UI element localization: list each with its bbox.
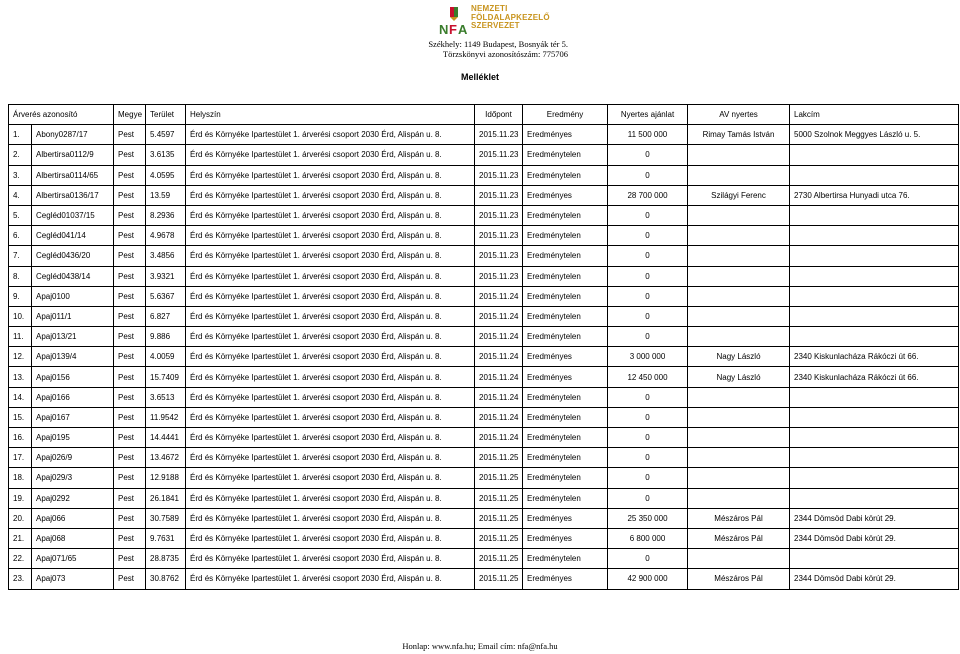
nfa-emblem-icon xyxy=(438,4,470,38)
result-cell: Eredménytelen xyxy=(523,387,608,407)
date-cell: 2015.11.23 xyxy=(475,266,523,286)
result-cell: Eredménytelen xyxy=(523,145,608,165)
venue-cell: Érd és Környéke Ipartestület 1. árverési csoport 2030 Érd, Alispán u. 8. xyxy=(186,185,475,205)
logo-line: SZERVEZET xyxy=(471,21,520,30)
address-cell xyxy=(790,407,959,427)
county-cell: Pest xyxy=(114,205,146,225)
venue-cell: Érd és Környéke Ipartestület 1. árverési csoport 2030 Érd, Alispán u. 8. xyxy=(186,145,475,165)
winning-bid-cell: 25 350 000 xyxy=(608,508,688,528)
area-cell: 8.2936 xyxy=(146,205,186,225)
column-header: Időpont xyxy=(475,105,523,125)
result-cell: Eredménytelen xyxy=(523,468,608,488)
result-cell: Eredménytelen xyxy=(523,327,608,347)
venue-cell: Érd és Környéke Ipartestület 1. árverési csoport 2030 Érd, Alispán u. 8. xyxy=(186,367,475,387)
area-cell: 3.9321 xyxy=(146,266,186,286)
winning-bid-cell: 0 xyxy=(608,286,688,306)
result-cell: Eredményes xyxy=(523,528,608,548)
date-cell: 2015.11.25 xyxy=(475,448,523,468)
table-row xyxy=(9,428,959,448)
address-cell: 2344 Dömsöd Dabi körút 29. xyxy=(790,569,959,589)
winner-cell xyxy=(688,549,790,569)
winning-bid-cell: 42 900 000 xyxy=(608,569,688,589)
address-cell xyxy=(790,306,959,326)
auction-id-cell: Cegléd01037/15 xyxy=(32,205,114,225)
auction-id-cell: Apaj071/65 xyxy=(32,549,114,569)
area-cell: 3.6135 xyxy=(146,145,186,165)
winner-cell: Szilágyi Ferenc xyxy=(688,185,790,205)
county-cell: Pest xyxy=(114,528,146,548)
winning-bid-cell: 0 xyxy=(608,488,688,508)
result-cell: Eredménytelen xyxy=(523,448,608,468)
org-address: Székhely: 1149 Budapest, Bosnyák tér 5. xyxy=(428,39,568,49)
date-cell: 2015.11.23 xyxy=(475,145,523,165)
venue-cell: Érd és Környéke Ipartestület 1. árverési csoport 2030 Érd, Alispán u. 8. xyxy=(186,468,475,488)
date-cell: 2015.11.25 xyxy=(475,488,523,508)
table-row xyxy=(9,306,959,326)
row-number-cell: 14. xyxy=(9,387,32,407)
row-number-cell: 2. xyxy=(9,145,32,165)
winning-bid-cell: 0 xyxy=(608,387,688,407)
winner-cell xyxy=(688,306,790,326)
winner-cell: Nagy László xyxy=(688,347,790,367)
auction-id-cell: Albertirsa0136/17 xyxy=(32,185,114,205)
date-cell: 2015.11.25 xyxy=(475,528,523,548)
date-cell: 2015.11.23 xyxy=(475,226,523,246)
svg-text:N: N xyxy=(439,22,449,37)
venue-cell: Érd és Környéke Ipartestület 1. árverési csoport 2030 Érd, Alispán u. 8. xyxy=(186,569,475,589)
address-cell xyxy=(790,448,959,468)
venue-cell: Érd és Környéke Ipartestület 1. árverési csoport 2030 Érd, Alispán u. 8. xyxy=(186,549,475,569)
venue-cell: Érd és Környéke Ipartestület 1. árverési csoport 2030 Érd, Alispán u. 8. xyxy=(186,246,475,266)
winner-cell xyxy=(688,226,790,246)
area-cell: 6.827 xyxy=(146,306,186,326)
logo-line: NEMZETI xyxy=(471,4,508,13)
table-row xyxy=(9,327,959,347)
address-cell xyxy=(790,488,959,508)
winning-bid-cell: 3 000 000 xyxy=(608,347,688,367)
result-cell: Eredménytelen xyxy=(523,165,608,185)
result-cell: Eredménytelen xyxy=(523,266,608,286)
table-row xyxy=(9,246,959,266)
address-cell xyxy=(790,327,959,347)
area-cell: 13.4672 xyxy=(146,448,186,468)
venue-cell: Érd és Környéke Ipartestület 1. árverési csoport 2030 Érd, Alispán u. 8. xyxy=(186,428,475,448)
winning-bid-cell: 0 xyxy=(608,266,688,286)
venue-cell: Érd és Környéke Ipartestület 1. árverési csoport 2030 Érd, Alispán u. 8. xyxy=(186,488,475,508)
date-cell: 2015.11.25 xyxy=(475,549,523,569)
date-cell: 2015.11.25 xyxy=(475,468,523,488)
table-row xyxy=(9,569,959,589)
auction-id-cell: Cegléd0436/20 xyxy=(32,246,114,266)
row-number-cell: 12. xyxy=(9,347,32,367)
table-row xyxy=(9,448,959,468)
row-number-cell: 7. xyxy=(9,246,32,266)
venue-cell: Érd és Környéke Ipartestület 1. árverési csoport 2030 Érd, Alispán u. 8. xyxy=(186,266,475,286)
table-row xyxy=(9,205,959,225)
date-cell: 2015.11.24 xyxy=(475,286,523,306)
address-cell xyxy=(790,246,959,266)
winning-bid-cell: 0 xyxy=(608,448,688,468)
address-cell: 5000 Szolnok Meggyes László u. 5. xyxy=(790,125,959,145)
result-cell: Eredményes xyxy=(523,569,608,589)
county-cell: Pest xyxy=(114,125,146,145)
table-row xyxy=(9,528,959,548)
date-cell: 2015.11.24 xyxy=(475,387,523,407)
result-cell: Eredményes xyxy=(523,185,608,205)
auction-results-table xyxy=(8,104,959,590)
area-cell: 9.7631 xyxy=(146,528,186,548)
auction-id-cell: Apaj073 xyxy=(32,569,114,589)
svg-text:A: A xyxy=(458,22,468,37)
result-cell: Eredményes xyxy=(523,508,608,528)
logo-line: FÖLDALAPKEZELŐ xyxy=(471,12,550,22)
result-cell: Eredménytelen xyxy=(523,488,608,508)
address-cell xyxy=(790,266,959,286)
row-number-cell: 23. xyxy=(9,569,32,589)
county-cell: Pest xyxy=(114,286,146,306)
result-cell: Eredménytelen xyxy=(523,205,608,225)
winner-cell: Mészáros Pál xyxy=(688,528,790,548)
date-cell: 2015.11.24 xyxy=(475,306,523,326)
area-cell: 5.4597 xyxy=(146,125,186,145)
result-cell: Eredményes xyxy=(523,347,608,367)
county-cell: Pest xyxy=(114,347,146,367)
winning-bid-cell: 0 xyxy=(608,549,688,569)
winning-bid-cell: 0 xyxy=(608,205,688,225)
date-cell: 2015.11.24 xyxy=(475,428,523,448)
county-cell: Pest xyxy=(114,185,146,205)
county-cell: Pest xyxy=(114,367,146,387)
county-cell: Pest xyxy=(114,226,146,246)
row-number-cell: 16. xyxy=(9,428,32,448)
winning-bid-cell: 0 xyxy=(608,407,688,427)
area-cell: 4.0595 xyxy=(146,165,186,185)
county-cell: Pest xyxy=(114,488,146,508)
venue-cell: Érd és Környéke Ipartestület 1. árverési csoport 2030 Érd, Alispán u. 8. xyxy=(186,306,475,326)
table-row xyxy=(9,407,959,427)
winning-bid-cell: 0 xyxy=(608,327,688,347)
table-header-row xyxy=(9,105,959,125)
winner-cell: Mészáros Pál xyxy=(688,508,790,528)
winner-cell xyxy=(688,286,790,306)
row-number-cell: 15. xyxy=(9,407,32,427)
row-number-cell: 19. xyxy=(9,488,32,508)
date-cell: 2015.11.24 xyxy=(475,347,523,367)
result-cell: Eredményes xyxy=(523,367,608,387)
venue-cell: Érd és Környéke Ipartestület 1. árverési csoport 2030 Érd, Alispán u. 8. xyxy=(186,125,475,145)
auction-id-cell: Apaj013/21 xyxy=(32,327,114,347)
page-footer: Honlap: www.nfa.hu; Email cím: nfa@nfa.hu xyxy=(402,641,558,651)
winner-cell xyxy=(688,407,790,427)
org-header xyxy=(428,40,568,59)
table-row xyxy=(9,266,959,286)
table-row xyxy=(9,387,959,407)
address-cell xyxy=(790,145,959,165)
auction-id-cell: Cegléd0438/14 xyxy=(32,266,114,286)
area-cell: 3.6513 xyxy=(146,387,186,407)
address-cell xyxy=(790,428,959,448)
date-cell: 2015.11.24 xyxy=(475,407,523,427)
row-number-cell: 10. xyxy=(9,306,32,326)
county-cell: Pest xyxy=(114,448,146,468)
address-cell: 2344 Dömsöd Dabi körút 29. xyxy=(790,528,959,548)
row-number-cell: 18. xyxy=(9,468,32,488)
area-cell: 5.6367 xyxy=(146,286,186,306)
address-cell: 2340 Kiskunlacháza Rákóczi út 66. xyxy=(790,347,959,367)
address-cell: 2730 Albertirsa Hunyadi utca 76. xyxy=(790,185,959,205)
row-number-cell: 3. xyxy=(9,165,32,185)
result-cell: Eredménytelen xyxy=(523,306,608,326)
date-cell: 2015.11.23 xyxy=(475,246,523,266)
date-cell: 2015.11.23 xyxy=(475,165,523,185)
date-cell: 2015.11.25 xyxy=(475,569,523,589)
venue-cell: Érd és Környéke Ipartestület 1. árverési csoport 2030 Érd, Alispán u. 8. xyxy=(186,165,475,185)
column-header: Eredmény xyxy=(523,105,608,125)
column-header: Helyszín xyxy=(186,105,475,125)
table-row xyxy=(9,549,959,569)
nfa-logo xyxy=(438,4,568,38)
venue-cell: Érd és Környéke Ipartestület 1. árverési csoport 2030 Érd, Alispán u. 8. xyxy=(186,528,475,548)
date-cell: 2015.11.23 xyxy=(475,125,523,145)
logo-wordmark xyxy=(471,5,550,31)
result-cell: Eredménytelen xyxy=(523,428,608,448)
table-row xyxy=(9,165,959,185)
auction-id-cell: Apaj0166 xyxy=(32,387,114,407)
table-row xyxy=(9,347,959,367)
winner-cell xyxy=(688,165,790,185)
venue-cell: Érd és Környéke Ipartestület 1. árverési csoport 2030 Érd, Alispán u. 8. xyxy=(186,286,475,306)
venue-cell: Érd és Környéke Ipartestület 1. árverési csoport 2030 Érd, Alispán u. 8. xyxy=(186,387,475,407)
winner-cell: Rimay Tamás István xyxy=(688,125,790,145)
row-number-cell: 21. xyxy=(9,528,32,548)
venue-cell: Érd és Környéke Ipartestület 1. árverési csoport 2030 Érd, Alispán u. 8. xyxy=(186,508,475,528)
result-cell: Eredménytelen xyxy=(523,226,608,246)
auction-id-cell: Apaj011/1 xyxy=(32,306,114,326)
column-header: Árverés azonosító xyxy=(9,105,114,125)
address-cell: 2340 Kiskunlacháza Rákóczi út 66. xyxy=(790,367,959,387)
winning-bid-cell: 0 xyxy=(608,306,688,326)
auction-id-cell: Apaj068 xyxy=(32,528,114,548)
winner-cell xyxy=(688,488,790,508)
winning-bid-cell: 0 xyxy=(608,165,688,185)
winning-bid-cell: 0 xyxy=(608,246,688,266)
address-cell xyxy=(790,468,959,488)
address-cell xyxy=(790,226,959,246)
venue-cell: Érd és Környéke Ipartestület 1. árverési csoport 2030 Érd, Alispán u. 8. xyxy=(186,226,475,246)
address-cell xyxy=(790,205,959,225)
auction-id-cell: Apaj0156 xyxy=(32,367,114,387)
winner-cell xyxy=(688,428,790,448)
winner-cell xyxy=(688,387,790,407)
row-number-cell: 4. xyxy=(9,185,32,205)
county-cell: Pest xyxy=(114,508,146,528)
auction-id-cell: Apaj026/9 xyxy=(32,448,114,468)
date-cell: 2015.11.24 xyxy=(475,367,523,387)
venue-cell: Érd és Környéke Ipartestület 1. árverési csoport 2030 Érd, Alispán u. 8. xyxy=(186,407,475,427)
winner-cell: Mészáros Pál xyxy=(688,569,790,589)
auction-id-cell: Albertirsa0114/65 xyxy=(32,165,114,185)
winner-cell xyxy=(688,327,790,347)
result-cell: Eredménytelen xyxy=(523,549,608,569)
result-cell: Eredménytelen xyxy=(523,407,608,427)
result-cell: Eredménytelen xyxy=(523,286,608,306)
winner-cell xyxy=(688,468,790,488)
area-cell: 4.0059 xyxy=(146,347,186,367)
table-row xyxy=(9,367,959,387)
area-cell: 26.1841 xyxy=(146,488,186,508)
winning-bid-cell: 12 450 000 xyxy=(608,367,688,387)
area-cell: 9.886 xyxy=(146,327,186,347)
auction-id-cell: Cegléd041/14 xyxy=(32,226,114,246)
winner-cell xyxy=(688,266,790,286)
area-cell: 11.9542 xyxy=(146,407,186,427)
date-cell: 2015.11.25 xyxy=(475,508,523,528)
area-cell: 13.59 xyxy=(146,185,186,205)
area-cell: 15.7409 xyxy=(146,367,186,387)
area-cell: 12.9188 xyxy=(146,468,186,488)
column-header: AV nyertes xyxy=(688,105,790,125)
result-cell: Eredménytelen xyxy=(523,246,608,266)
row-number-cell: 22. xyxy=(9,549,32,569)
winning-bid-cell: 6 800 000 xyxy=(608,528,688,548)
auction-id-cell: Albertirsa0112/9 xyxy=(32,145,114,165)
area-cell: 30.8762 xyxy=(146,569,186,589)
table-row xyxy=(9,125,959,145)
county-cell: Pest xyxy=(114,266,146,286)
area-cell: 30.7589 xyxy=(146,508,186,528)
row-number-cell: 20. xyxy=(9,508,32,528)
winner-cell xyxy=(688,246,790,266)
auction-id-cell: Abony0287/17 xyxy=(32,125,114,145)
area-cell: 28.8735 xyxy=(146,549,186,569)
venue-cell: Érd és Környéke Ipartestület 1. árverési csoport 2030 Érd, Alispán u. 8. xyxy=(186,327,475,347)
date-cell: 2015.11.24 xyxy=(475,327,523,347)
column-header: Megye xyxy=(114,105,146,125)
auction-id-cell: Apaj0292 xyxy=(32,488,114,508)
result-cell: Eredményes xyxy=(523,125,608,145)
venue-cell: Érd és Környéke Ipartestület 1. árverési csoport 2030 Érd, Alispán u. 8. xyxy=(186,205,475,225)
winning-bid-cell: 28 700 000 xyxy=(608,185,688,205)
county-cell: Pest xyxy=(114,246,146,266)
address-cell: 2344 Dömsöd Dabi körút 29. xyxy=(790,508,959,528)
row-number-cell: 11. xyxy=(9,327,32,347)
row-number-cell: 5. xyxy=(9,205,32,225)
auction-id-cell: Apaj0100 xyxy=(32,286,114,306)
row-number-cell: 8. xyxy=(9,266,32,286)
row-number-cell: 6. xyxy=(9,226,32,246)
winning-bid-cell: 0 xyxy=(608,145,688,165)
county-cell: Pest xyxy=(114,306,146,326)
column-header: Nyertes ajánlat xyxy=(608,105,688,125)
table-row xyxy=(9,145,959,165)
page-title: Melléklet xyxy=(460,72,500,82)
county-cell: Pest xyxy=(114,569,146,589)
auction-id-cell: Apaj066 xyxy=(32,508,114,528)
date-cell: 2015.11.23 xyxy=(475,185,523,205)
auction-id-cell: Apaj0195 xyxy=(32,428,114,448)
address-cell xyxy=(790,286,959,306)
row-number-cell: 13. xyxy=(9,367,32,387)
winner-cell xyxy=(688,448,790,468)
county-cell: Pest xyxy=(114,327,146,347)
winning-bid-cell: 0 xyxy=(608,226,688,246)
winner-cell xyxy=(688,205,790,225)
date-cell: 2015.11.23 xyxy=(475,205,523,225)
address-cell xyxy=(790,387,959,407)
address-cell xyxy=(790,165,959,185)
winner-cell xyxy=(688,145,790,165)
row-number-cell: 1. xyxy=(9,125,32,145)
auction-id-cell: Apaj0139/4 xyxy=(32,347,114,367)
table-row xyxy=(9,185,959,205)
venue-cell: Érd és Környéke Ipartestület 1. árverési csoport 2030 Érd, Alispán u. 8. xyxy=(186,347,475,367)
county-cell: Pest xyxy=(114,468,146,488)
county-cell: Pest xyxy=(114,387,146,407)
table-row xyxy=(9,488,959,508)
row-number-cell: 9. xyxy=(9,286,32,306)
address-cell xyxy=(790,549,959,569)
venue-cell: Érd és Környéke Ipartestület 1. árverési csoport 2030 Érd, Alispán u. 8. xyxy=(186,448,475,468)
table-row xyxy=(9,226,959,246)
column-header: Lakcím xyxy=(790,105,959,125)
county-cell: Pest xyxy=(114,428,146,448)
table-row xyxy=(9,286,959,306)
area-cell: 4.9678 xyxy=(146,226,186,246)
column-header: Terület xyxy=(146,105,186,125)
org-registry-id: Törzskönyvi azonosítószám: 775706 xyxy=(442,48,568,59)
county-cell: Pest xyxy=(114,145,146,165)
winning-bid-cell: 0 xyxy=(608,468,688,488)
area-cell: 14.4441 xyxy=(146,428,186,448)
county-cell: Pest xyxy=(114,407,146,427)
winning-bid-cell: 11 500 000 xyxy=(608,125,688,145)
area-cell: 3.4856 xyxy=(146,246,186,266)
auction-id-cell: Apaj0167 xyxy=(32,407,114,427)
table-row xyxy=(9,508,959,528)
winner-cell: Nagy László xyxy=(688,367,790,387)
winning-bid-cell: 0 xyxy=(608,428,688,448)
auction-id-cell: Apaj029/3 xyxy=(32,468,114,488)
row-number-cell: 17. xyxy=(9,448,32,468)
table-row xyxy=(9,468,959,488)
county-cell: Pest xyxy=(114,165,146,185)
table-body xyxy=(9,125,959,589)
svg-text:F: F xyxy=(449,22,457,37)
county-cell: Pest xyxy=(114,549,146,569)
